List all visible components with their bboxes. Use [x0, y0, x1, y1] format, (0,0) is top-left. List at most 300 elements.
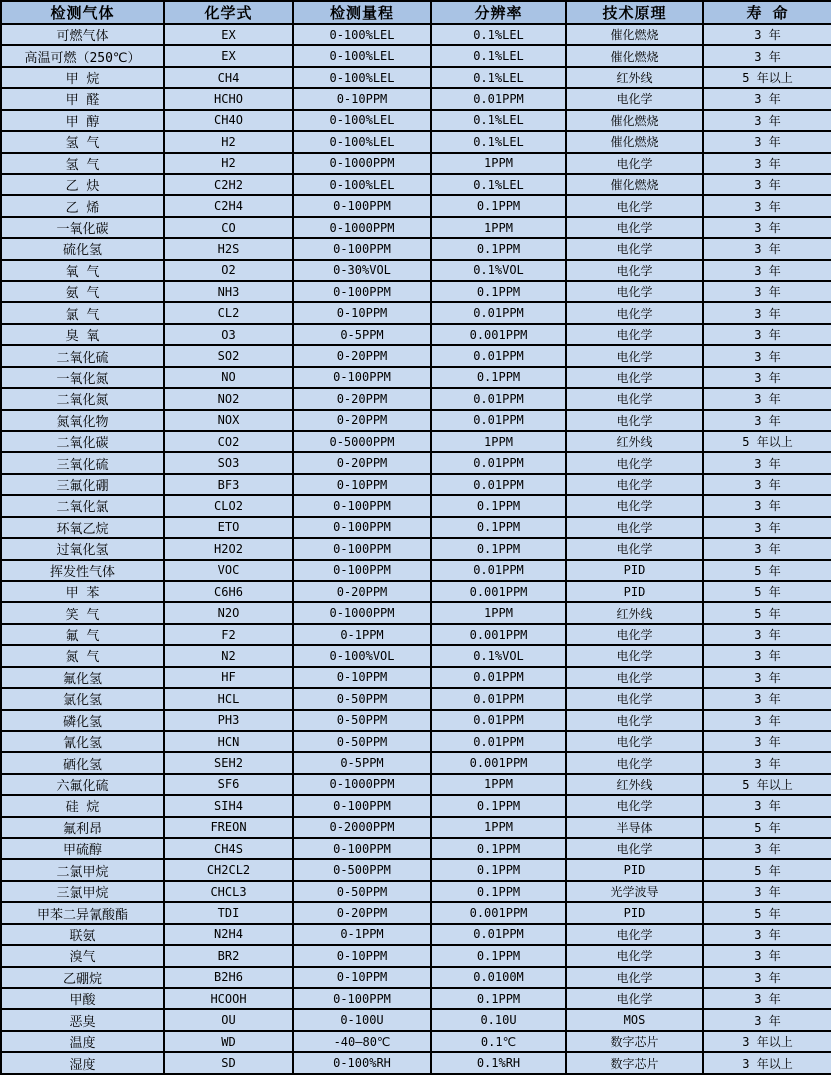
cell-gas-name: 氢 气 [1, 131, 164, 152]
cell-tech-principle: 电化学 [566, 324, 703, 345]
table-body [1, 24, 831, 1074]
cell-gas-name: 乙 炔 [1, 174, 164, 195]
cell-chemical-formula: OU [164, 1009, 293, 1030]
cell-resolution: 0.1PPM [431, 538, 566, 559]
table-row [1, 153, 831, 174]
cell-lifespan: 3 年 [703, 838, 831, 859]
cell-resolution: 0.1PPM [431, 988, 566, 1009]
cell-resolution: 0.1%LEL [431, 45, 566, 66]
cell-resolution: 0.01PPM [431, 452, 566, 473]
table-row [1, 388, 831, 409]
cell-tech-principle: 电化学 [566, 388, 703, 409]
cell-lifespan: 3 年 [703, 217, 831, 238]
cell-chemical-formula: H2O2 [164, 538, 293, 559]
cell-chemical-formula: CO2 [164, 431, 293, 452]
cell-lifespan: 3 年 [703, 195, 831, 216]
table-row [1, 495, 831, 516]
cell-lifespan: 3 年 [703, 238, 831, 259]
cell-detection-range: 0-5PPM [293, 324, 431, 345]
cell-chemical-formula: HCN [164, 731, 293, 752]
cell-detection-range: 0-10PPM [293, 967, 431, 988]
cell-tech-principle: 电化学 [566, 945, 703, 966]
cell-lifespan: 3 年以上 [703, 1031, 831, 1052]
cell-chemical-formula: ETO [164, 517, 293, 538]
cell-resolution: 0.01PPM [431, 731, 566, 752]
table-row [1, 881, 831, 902]
cell-lifespan: 3 年 [703, 410, 831, 431]
cell-resolution: 0.1%LEL [431, 110, 566, 131]
cell-tech-principle: 电化学 [566, 924, 703, 945]
cell-detection-range: 0-1PPM [293, 624, 431, 645]
cell-detection-range: 0-100%RH [293, 1052, 431, 1074]
column-header-lifespan: 寿 命 [703, 1, 831, 24]
cell-detection-range: 0-100PPM [293, 560, 431, 581]
cell-gas-name: 一氧化碳 [1, 217, 164, 238]
cell-chemical-formula: CH4O [164, 110, 293, 131]
cell-chemical-formula: CH4S [164, 838, 293, 859]
table-row [1, 688, 831, 709]
cell-gas-name: 氧 气 [1, 260, 164, 281]
cell-resolution: 0.1%LEL [431, 24, 566, 45]
table-row [1, 752, 831, 773]
table-row [1, 131, 831, 152]
cell-detection-range: 0-100%LEL [293, 45, 431, 66]
cell-resolution: 0.1%LEL [431, 174, 566, 195]
cell-lifespan: 3 年 [703, 1009, 831, 1030]
cell-tech-principle: 电化学 [566, 710, 703, 731]
cell-resolution: 0.01PPM [431, 667, 566, 688]
cell-chemical-formula: SD [164, 1052, 293, 1074]
cell-detection-range: 0-1000PPM [293, 153, 431, 174]
cell-chemical-formula: C2H4 [164, 195, 293, 216]
cell-gas-name: 三氯甲烷 [1, 881, 164, 902]
cell-detection-range: 0-100PPM [293, 517, 431, 538]
cell-detection-range: 0-100PPM [293, 795, 431, 816]
cell-tech-principle: 电化学 [566, 645, 703, 666]
table-row [1, 838, 831, 859]
cell-chemical-formula: H2 [164, 153, 293, 174]
cell-tech-principle: 数字芯片 [566, 1031, 703, 1052]
cell-resolution: 1PPM [431, 153, 566, 174]
cell-resolution: 1PPM [431, 217, 566, 238]
cell-tech-principle: 电化学 [566, 838, 703, 859]
cell-detection-range: 0-5000PPM [293, 431, 431, 452]
cell-detection-range: 0-100%LEL [293, 110, 431, 131]
table-row [1, 945, 831, 966]
cell-gas-name: 可燃气体 [1, 24, 164, 45]
table-row [1, 645, 831, 666]
cell-chemical-formula: CH4 [164, 67, 293, 88]
cell-resolution: 0.1PPM [431, 281, 566, 302]
cell-tech-principle: 电化学 [566, 988, 703, 1009]
cell-tech-principle: 催化燃烧 [566, 110, 703, 131]
cell-resolution: 0.01PPM [431, 560, 566, 581]
cell-lifespan: 5 年 [703, 581, 831, 602]
column-header-formula: 化学式 [164, 1, 293, 24]
cell-lifespan: 3 年 [703, 345, 831, 366]
cell-gas-name: 温度 [1, 1031, 164, 1052]
cell-gas-name: 二氧化氯 [1, 495, 164, 516]
cell-resolution: 0.1%LEL [431, 67, 566, 88]
cell-resolution: 0.1PPM [431, 495, 566, 516]
column-header-range: 检测量程 [293, 1, 431, 24]
table-row [1, 517, 831, 538]
cell-chemical-formula: EX [164, 24, 293, 45]
cell-resolution: 0.1%RH [431, 1052, 566, 1074]
cell-chemical-formula: F2 [164, 624, 293, 645]
cell-tech-principle: 红外线 [566, 602, 703, 623]
cell-gas-name: 甲 烷 [1, 67, 164, 88]
cell-lifespan: 3 年 [703, 88, 831, 109]
cell-chemical-formula: B2H6 [164, 967, 293, 988]
cell-detection-range: 0-100%VOL [293, 645, 431, 666]
cell-gas-name: 笑 气 [1, 602, 164, 623]
cell-lifespan: 5 年 [703, 817, 831, 838]
table-row [1, 45, 831, 66]
cell-tech-principle: MOS [566, 1009, 703, 1030]
table-row [1, 924, 831, 945]
cell-lifespan: 3 年 [703, 302, 831, 323]
cell-chemical-formula: H2S [164, 238, 293, 259]
cell-gas-name: 溴气 [1, 945, 164, 966]
cell-chemical-formula: N2O [164, 602, 293, 623]
cell-resolution: 0.01PPM [431, 688, 566, 709]
cell-resolution: 1PPM [431, 774, 566, 795]
cell-resolution: 0.1℃ [431, 1031, 566, 1052]
cell-lifespan: 3 年 [703, 538, 831, 559]
cell-resolution: 0.01PPM [431, 88, 566, 109]
cell-detection-range: 0-100PPM [293, 281, 431, 302]
table-header [1, 1, 831, 24]
cell-lifespan: 3 年 [703, 495, 831, 516]
table-row [1, 1009, 831, 1030]
cell-resolution: 0.1%VOL [431, 260, 566, 281]
cell-tech-principle: 光学波导 [566, 881, 703, 902]
cell-detection-range: 0-500PPM [293, 859, 431, 880]
cell-detection-range: 0-100PPM [293, 238, 431, 259]
cell-gas-name: 恶臭 [1, 1009, 164, 1030]
cell-tech-principle: 电化学 [566, 688, 703, 709]
table-row [1, 260, 831, 281]
cell-gas-name: 二氧化氮 [1, 388, 164, 409]
cell-tech-principle: 红外线 [566, 774, 703, 795]
cell-chemical-formula: N2 [164, 645, 293, 666]
cell-tech-principle: 红外线 [566, 67, 703, 88]
table-row [1, 345, 831, 366]
cell-resolution: 0.1PPM [431, 517, 566, 538]
cell-resolution: 0.1PPM [431, 795, 566, 816]
cell-lifespan: 5 年以上 [703, 67, 831, 88]
cell-gas-name: 甲 醇 [1, 110, 164, 131]
cell-tech-principle: 电化学 [566, 538, 703, 559]
table-row [1, 560, 831, 581]
cell-resolution: 1PPM [431, 431, 566, 452]
cell-resolution: 0.01PPM [431, 474, 566, 495]
cell-lifespan: 3 年 [703, 474, 831, 495]
table-row [1, 24, 831, 45]
cell-tech-principle: 电化学 [566, 195, 703, 216]
cell-gas-name: 臭 氧 [1, 324, 164, 345]
cell-lifespan: 3 年 [703, 153, 831, 174]
table-row [1, 431, 831, 452]
table-row [1, 967, 831, 988]
cell-chemical-formula: O2 [164, 260, 293, 281]
cell-detection-range: 0-100%LEL [293, 67, 431, 88]
cell-tech-principle: 电化学 [566, 345, 703, 366]
cell-lifespan: 5 年 [703, 859, 831, 880]
cell-resolution: 0.1PPM [431, 195, 566, 216]
cell-tech-principle: 电化学 [566, 667, 703, 688]
cell-gas-name: 氨 气 [1, 281, 164, 302]
table-row [1, 367, 831, 388]
cell-tech-principle: 催化燃烧 [566, 131, 703, 152]
cell-lifespan: 3 年 [703, 881, 831, 902]
cell-tech-principle: 电化学 [566, 967, 703, 988]
cell-detection-range: 0-100PPM [293, 838, 431, 859]
cell-lifespan: 3 年 [703, 367, 831, 388]
cell-gas-name: 硒化氢 [1, 752, 164, 773]
table-row [1, 67, 831, 88]
table-row [1, 174, 831, 195]
cell-gas-name: 甲硫醇 [1, 838, 164, 859]
cell-detection-range: 0-10PPM [293, 88, 431, 109]
cell-detection-range: 0-1000PPM [293, 774, 431, 795]
cell-chemical-formula: HCOOH [164, 988, 293, 1009]
cell-tech-principle: 电化学 [566, 260, 703, 281]
table-row [1, 817, 831, 838]
cell-chemical-formula: SF6 [164, 774, 293, 795]
cell-gas-name: 乙硼烷 [1, 967, 164, 988]
table-row [1, 988, 831, 1009]
cell-chemical-formula: SIH4 [164, 795, 293, 816]
cell-lifespan: 3 年 [703, 945, 831, 966]
cell-lifespan: 3 年 [703, 795, 831, 816]
cell-gas-name: 氯 气 [1, 302, 164, 323]
cell-detection-range: 0-50PPM [293, 731, 431, 752]
cell-lifespan: 3 年 [703, 688, 831, 709]
cell-detection-range: 0-20PPM [293, 345, 431, 366]
cell-resolution: 0.1PPM [431, 945, 566, 966]
cell-gas-name: 过氧化氢 [1, 538, 164, 559]
cell-tech-principle: 电化学 [566, 752, 703, 773]
cell-resolution: 0.001PPM [431, 324, 566, 345]
cell-resolution: 0.01PPM [431, 710, 566, 731]
cell-gas-name: 氯化氢 [1, 688, 164, 709]
cell-lifespan: 5 年以上 [703, 431, 831, 452]
cell-gas-name: 二氯甲烷 [1, 859, 164, 880]
table-row [1, 324, 831, 345]
table-row [1, 774, 831, 795]
table-row [1, 281, 831, 302]
cell-gas-name: 甲苯二异氰酸酯 [1, 902, 164, 923]
cell-resolution: 0.1PPM [431, 238, 566, 259]
cell-lifespan: 5 年 [703, 560, 831, 581]
cell-chemical-formula: C2H2 [164, 174, 293, 195]
cell-lifespan: 3 年 [703, 452, 831, 473]
cell-resolution: 0.001PPM [431, 581, 566, 602]
cell-chemical-formula: C6H6 [164, 581, 293, 602]
cell-gas-name: 甲 醛 [1, 88, 164, 109]
cell-gas-name: 高温可燃（250℃） [1, 45, 164, 66]
cell-lifespan: 3 年 [703, 174, 831, 195]
cell-tech-principle: 电化学 [566, 452, 703, 473]
cell-detection-range: 0-30%VOL [293, 260, 431, 281]
cell-resolution: 0.01PPM [431, 924, 566, 945]
cell-detection-range: 0-100%LEL [293, 131, 431, 152]
cell-gas-name: 硅 烷 [1, 795, 164, 816]
cell-detection-range: 0-10PPM [293, 945, 431, 966]
table-row [1, 667, 831, 688]
cell-detection-range: 0-50PPM [293, 881, 431, 902]
cell-detection-range: 0-20PPM [293, 902, 431, 923]
cell-detection-range: 0-10PPM [293, 667, 431, 688]
cell-detection-range: 0-100PPM [293, 195, 431, 216]
cell-chemical-formula: SO2 [164, 345, 293, 366]
cell-resolution: 1PPM [431, 817, 566, 838]
cell-lifespan: 5 年 [703, 902, 831, 923]
cell-chemical-formula: CLO2 [164, 495, 293, 516]
cell-gas-name: 挥发性气体 [1, 560, 164, 581]
table-row [1, 195, 831, 216]
table-row [1, 795, 831, 816]
column-header-principle: 技术原理 [566, 1, 703, 24]
cell-resolution: 0.01PPM [431, 388, 566, 409]
cell-lifespan: 3 年 [703, 710, 831, 731]
cell-detection-range: 0-1000PPM [293, 217, 431, 238]
table-row [1, 217, 831, 238]
table-row [1, 474, 831, 495]
cell-detection-range: 0-2000PPM [293, 817, 431, 838]
cell-resolution: 0.01PPM [431, 302, 566, 323]
cell-chemical-formula: CL2 [164, 302, 293, 323]
cell-resolution: 0.1PPM [431, 859, 566, 880]
table-row [1, 452, 831, 473]
cell-tech-principle: 催化燃烧 [566, 24, 703, 45]
table-row [1, 88, 831, 109]
cell-chemical-formula: TDI [164, 902, 293, 923]
cell-resolution: 0.1%LEL [431, 131, 566, 152]
cell-gas-name: 二氧化碳 [1, 431, 164, 452]
cell-lifespan: 3 年 [703, 260, 831, 281]
cell-detection-range: 0-20PPM [293, 410, 431, 431]
cell-tech-principle: PID [566, 902, 703, 923]
cell-chemical-formula: BR2 [164, 945, 293, 966]
cell-lifespan: 3 年以上 [703, 1052, 831, 1074]
cell-detection-range: 0-10PPM [293, 474, 431, 495]
cell-resolution: 1PPM [431, 602, 566, 623]
cell-chemical-formula: HCHO [164, 88, 293, 109]
cell-resolution: 0.0100M [431, 967, 566, 988]
table-row [1, 859, 831, 880]
cell-detection-range: 0-100%LEL [293, 24, 431, 45]
cell-detection-range: 0-100U [293, 1009, 431, 1030]
cell-detection-range: 0-50PPM [293, 688, 431, 709]
cell-chemical-formula: NH3 [164, 281, 293, 302]
cell-gas-name: 甲 苯 [1, 581, 164, 602]
cell-gas-name: 氮 气 [1, 645, 164, 666]
cell-resolution: 0.10U [431, 1009, 566, 1030]
cell-tech-principle: 电化学 [566, 731, 703, 752]
cell-chemical-formula: O3 [164, 324, 293, 345]
cell-resolution: 0.01PPM [431, 345, 566, 366]
table-row [1, 302, 831, 323]
table-row [1, 710, 831, 731]
cell-tech-principle: 电化学 [566, 217, 703, 238]
cell-lifespan: 3 年 [703, 388, 831, 409]
cell-tech-principle: 半导体 [566, 817, 703, 838]
cell-chemical-formula: WD [164, 1031, 293, 1052]
cell-chemical-formula: CO [164, 217, 293, 238]
cell-tech-principle: 电化学 [566, 495, 703, 516]
table-row [1, 1052, 831, 1074]
cell-lifespan: 3 年 [703, 988, 831, 1009]
cell-resolution: 0.01PPM [431, 410, 566, 431]
cell-gas-name: 一氧化氮 [1, 367, 164, 388]
table-row [1, 902, 831, 923]
cell-lifespan: 3 年 [703, 281, 831, 302]
cell-lifespan: 3 年 [703, 752, 831, 773]
cell-resolution: 0.1PPM [431, 881, 566, 902]
cell-gas-name: 乙 烯 [1, 195, 164, 216]
cell-detection-range: 0-10PPM [293, 302, 431, 323]
cell-chemical-formula: NOX [164, 410, 293, 431]
cell-resolution: 0.001PPM [431, 752, 566, 773]
cell-tech-principle: PID [566, 581, 703, 602]
cell-lifespan: 5 年以上 [703, 774, 831, 795]
cell-chemical-formula: HF [164, 667, 293, 688]
table-row [1, 538, 831, 559]
cell-resolution: 0.001PPM [431, 624, 566, 645]
cell-chemical-formula: SO3 [164, 452, 293, 473]
table-row [1, 1031, 831, 1052]
cell-chemical-formula: H2 [164, 131, 293, 152]
cell-gas-name: 六氟化硫 [1, 774, 164, 795]
cell-tech-principle: PID [566, 859, 703, 880]
cell-detection-range: -40—80℃ [293, 1031, 431, 1052]
cell-detection-range: 0-1PPM [293, 924, 431, 945]
cell-chemical-formula: BF3 [164, 474, 293, 495]
cell-tech-principle: 电化学 [566, 88, 703, 109]
cell-detection-range: 0-20PPM [293, 581, 431, 602]
column-header-resolution: 分辨率 [431, 1, 566, 24]
cell-chemical-formula: FREON [164, 817, 293, 838]
cell-lifespan: 3 年 [703, 924, 831, 945]
cell-gas-name: 硫化氢 [1, 238, 164, 259]
cell-chemical-formula: CH2CL2 [164, 859, 293, 880]
table-row [1, 110, 831, 131]
cell-gas-name: 联氨 [1, 924, 164, 945]
cell-detection-range: 0-20PPM [293, 452, 431, 473]
cell-resolution: 0.1%VOL [431, 645, 566, 666]
cell-lifespan: 3 年 [703, 967, 831, 988]
cell-tech-principle: 数字芯片 [566, 1052, 703, 1074]
cell-detection-range: 0-50PPM [293, 710, 431, 731]
cell-lifespan: 3 年 [703, 131, 831, 152]
cell-tech-principle: 电化学 [566, 624, 703, 645]
cell-resolution: 0.1PPM [431, 367, 566, 388]
table-row [1, 410, 831, 431]
cell-tech-principle: 电化学 [566, 153, 703, 174]
cell-detection-range: 0-1000PPM [293, 602, 431, 623]
cell-tech-principle: 电化学 [566, 281, 703, 302]
cell-tech-principle: 电化学 [566, 302, 703, 323]
cell-detection-range: 0-100PPM [293, 367, 431, 388]
cell-chemical-formula: EX [164, 45, 293, 66]
cell-tech-principle: 电化学 [566, 410, 703, 431]
cell-gas-name: 氟利昂 [1, 817, 164, 838]
cell-gas-name: 环氧乙烷 [1, 517, 164, 538]
cell-gas-name: 氟 气 [1, 624, 164, 645]
